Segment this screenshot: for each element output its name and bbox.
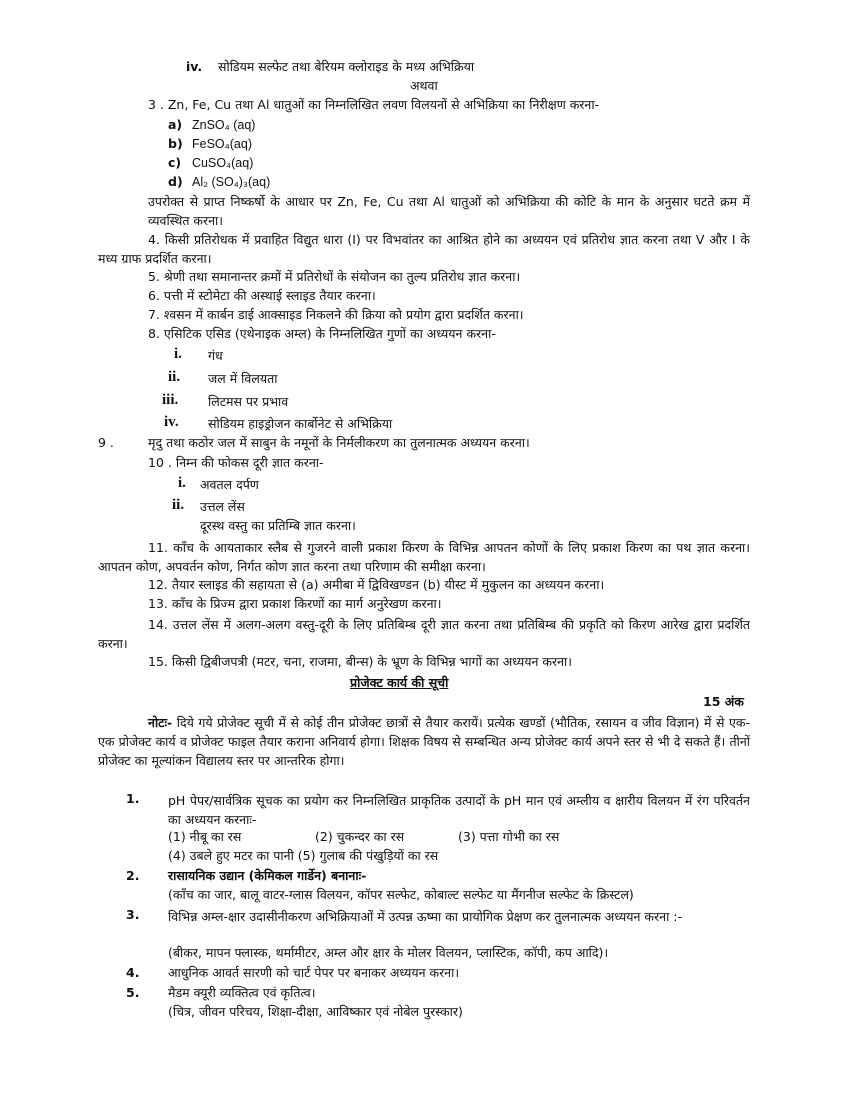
focal-item: उत्तल लेंस [200, 499, 245, 514]
roman-numeral: i. [178, 475, 186, 491]
experiment-3-item-label: d) [168, 174, 183, 189]
project-1-item: (1) नीबू का रस [168, 829, 242, 844]
experiment-iv-number: iv. [186, 59, 203, 74]
property-item: गंध [208, 348, 223, 363]
project-1-number: 1. [126, 791, 140, 806]
experiment-13: 13. काँच के प्रिज्म द्वारा प्रकाश किरणों का मार्ग अनुरेखण करना। [148, 596, 442, 611]
roman-numeral: ii. [172, 497, 185, 513]
experiment-3-item-label: b) [168, 136, 183, 151]
roman-numeral: ii. [168, 369, 181, 385]
project-1-item: (2) चुकन्दर का रस [315, 829, 405, 844]
experiment-3-item-formula: CuSO₄(aq) [192, 156, 254, 170]
note-text: दिये गये प्रोजेक्ट सूची में से कोई तीन प्रोजेक्ट छात्रों से तैयार करायें। प्रत्येक खण्डों (भौतिक, रसायन व जीव विज्ञान) में से एक-एक प्रोजेक्ट कार्य व प्रोजेक्ट फाइल तैयार कराना अनिवार्य होगा। शिक्षक विषय से सम्बन्धित अन्य प्रोजेक्ट कार्य अपने स्तर से भी दे सकते हैं। तीनों प्रोजेक्ट का मूल्यांकन विद्यालय स्तर पर आन्तरिक होगा। [98, 715, 750, 768]
project-1-item: (3) पत्ता गोभी का रस [458, 829, 560, 844]
roman-numeral: iii. [162, 392, 179, 408]
experiment-3-item-label: c) [168, 155, 182, 170]
experiment-3-paragraph: उपरोक्त से प्राप्त निष्कर्षो के आधार पर Zn, Fe, Cu तथा Al धातुओं को अभिक्रिया की कोटि के मान के अनुसार घटते क्रम में व्यवस्थित करना। [148, 194, 750, 228]
experiment-3-intro: 3 . Zn, Fe, Cu तथा Al धातुओं का निम्नलिखित लवण विलयनों से अभिक्रिया का निरीक्षण करना- [148, 97, 600, 112]
property-item: जल में विलयता [208, 371, 278, 386]
project-1-item-row: (4) उबले हुए मटर का पानी (5) गुलाब की पंखुड़ियों का रस [168, 848, 439, 863]
experiment-9-text: मृदु तथा कठोर जल में साबुन के नमूनों के निर्मलीकरण का तुलनात्मक अध्ययन करना। [148, 435, 530, 450]
project-5-text: मैडम क्यूरी व्यक्तित्व एवं कृतित्व। [168, 985, 316, 1000]
experiment-14: 14. उत्तल लेंस में अलग-अलग वस्तु-दूरी के लिए प्रतिबिम्ब दूरी ज्ञात करना तथा प्रतिबिम्ब की प्रकृति को किरण आरेख द्वारा प्रदर्शित करना। [98, 617, 750, 651]
project-5-number: 5. [126, 985, 140, 1000]
experiment-5: 5. श्रेणी तथा समानान्तर क्रमों में प्रतिरोधों के संयोजन का तुल्य प्रतिरोध ज्ञात करना। [148, 269, 521, 284]
experiment-3-item-formula: FeSO₄(aq) [192, 137, 252, 151]
experiment-9-number: 9 . [98, 435, 114, 450]
focal-item: अवतल दर्पण [200, 477, 259, 492]
project-5-sub: (चित्र, जीवन परिचय, शिक्षा-दीक्षा, आविष्कार एवं नोबेल पुरस्कार) [168, 1004, 463, 1019]
experiment-7: 7. श्वसन में कार्बन डाई आक्साइड निकलने की क्रिया को प्रयोग द्वारा प्रदर्शित करना। [148, 307, 524, 322]
note-label: नोटः- [148, 715, 173, 730]
experiment-15: 15. किसी द्विबीजपत्री (मटर, चना, राजमा, बीन्स) के भ्रूण के विभिन्न भागों का अध्ययन करना। [148, 654, 573, 669]
property-item: सोडियम हाइड्रोजन कार्बोनेट से अभिक्रिया [208, 416, 393, 431]
experiment-6: 6. पत्ती में स्टोमेटा की अस्थाई स्लाइड तैयार करना। [148, 288, 376, 303]
experiment-11: 11. काँच के आयताकार स्लैब से गुजरने वाली प्रकाश किरण के विभिन्न आपतन कोणों के लिए प्रकाश किरण का पथ ज्ञात करना। आपतन कोण, अपवर्तन कोण, निर्गत कोण ज्ञात करना तथा परिणाम की समीक्षा करना। [98, 540, 750, 574]
athva-label: अथवा [410, 78, 438, 93]
project-2-number: 2. [126, 868, 140, 883]
experiment-8-intro: 8. एसिटिक एसिड (एथेनाइक अम्ल) के निम्नलिखित गुणों का अध्ययन करना- [148, 326, 496, 341]
experiment-10-note: दूरस्थ वस्तु का प्रतिम्बि ज्ञात करना। [200, 518, 356, 533]
experiment-10-intro: 10 . निम्न की फोकस दूरी ज्ञात करना- [148, 455, 324, 470]
project-2-text: (काँच का जार, बालू वाटर-ग्लास विलयन, कॉपर सल्फेट, कोबाल्ट सल्फेट या मैंगनीज सल्फेट के क्रिस्टल) [168, 887, 634, 902]
project-3-text: विभिन्न अम्ल-क्षार उदासीनीकरण अभिक्रियाओं में उत्पन्न ऊष्मा का प्रायोगिक प्रेक्षण कर तुलनात्मक अध्ययन करना :- [168, 909, 683, 924]
project-note [98, 713, 750, 770]
roman-numeral: iv. [164, 414, 179, 430]
experiment-4: 4. किसी प्रतिरोधक में प्रवाहित विद्युत धारा (I) पर विभवांतर का आश्रित होने का अध्ययन एवं प्रतिरोध ज्ञात करना तथा V और I के मध्य ग्राफ प्रदर्शित करना। [98, 232, 750, 266]
project-marks: 15 अंक [703, 694, 744, 709]
project-3-sub: (बीकर, मापन फ्लास्क, थर्मामीटर, अम्ल और क्षार के मोलर विलयन, प्लास्टिक, कॉपी, कप आदि)। [168, 945, 609, 960]
roman-numeral: i. [174, 346, 182, 362]
project-4-text: आधुनिक आवर्त सारणी को चार्ट पेपर पर बनाकर अध्ययन करना। [168, 965, 460, 980]
project-heading: प्रोजेक्ट कार्य की सूची [350, 675, 449, 690]
experiment-iv-text: सोडियम सल्फेट तथा बेरियम क्लोराइड के मध्य अभिक्रिया [218, 59, 475, 74]
experiment-12: 12. तैयार स्लाइड की सहायता से (a) अमीबा में द्विविखण्डन (b) यीस्ट में मुकुलन का अध्ययन करना। [148, 577, 605, 592]
experiment-3-item-formula: Al₂ (SO₄)₃(aq) [192, 175, 271, 189]
project-2-title: रासायनिक उद्यान (केमिकल गार्डेन) बनानाः- [168, 868, 367, 883]
experiment-3-item-formula: ZnSO₄ (aq) [192, 118, 256, 132]
project-3-number: 3. [126, 907, 140, 922]
project-4-number: 4. [126, 965, 140, 980]
project-1-text: pH पेपर/सार्वत्रिक सूचक का प्रयोग कर निम्नलिखित प्राकृतिक उत्पादों के pH मान एवं अम्लीय व क्षारीय विलयन में रंग परिवर्तन का अध्ययन करनाः- [168, 793, 750, 827]
experiment-3-item-label: a) [168, 117, 183, 132]
property-item: लिटमस पर प्रभाव [208, 394, 289, 409]
